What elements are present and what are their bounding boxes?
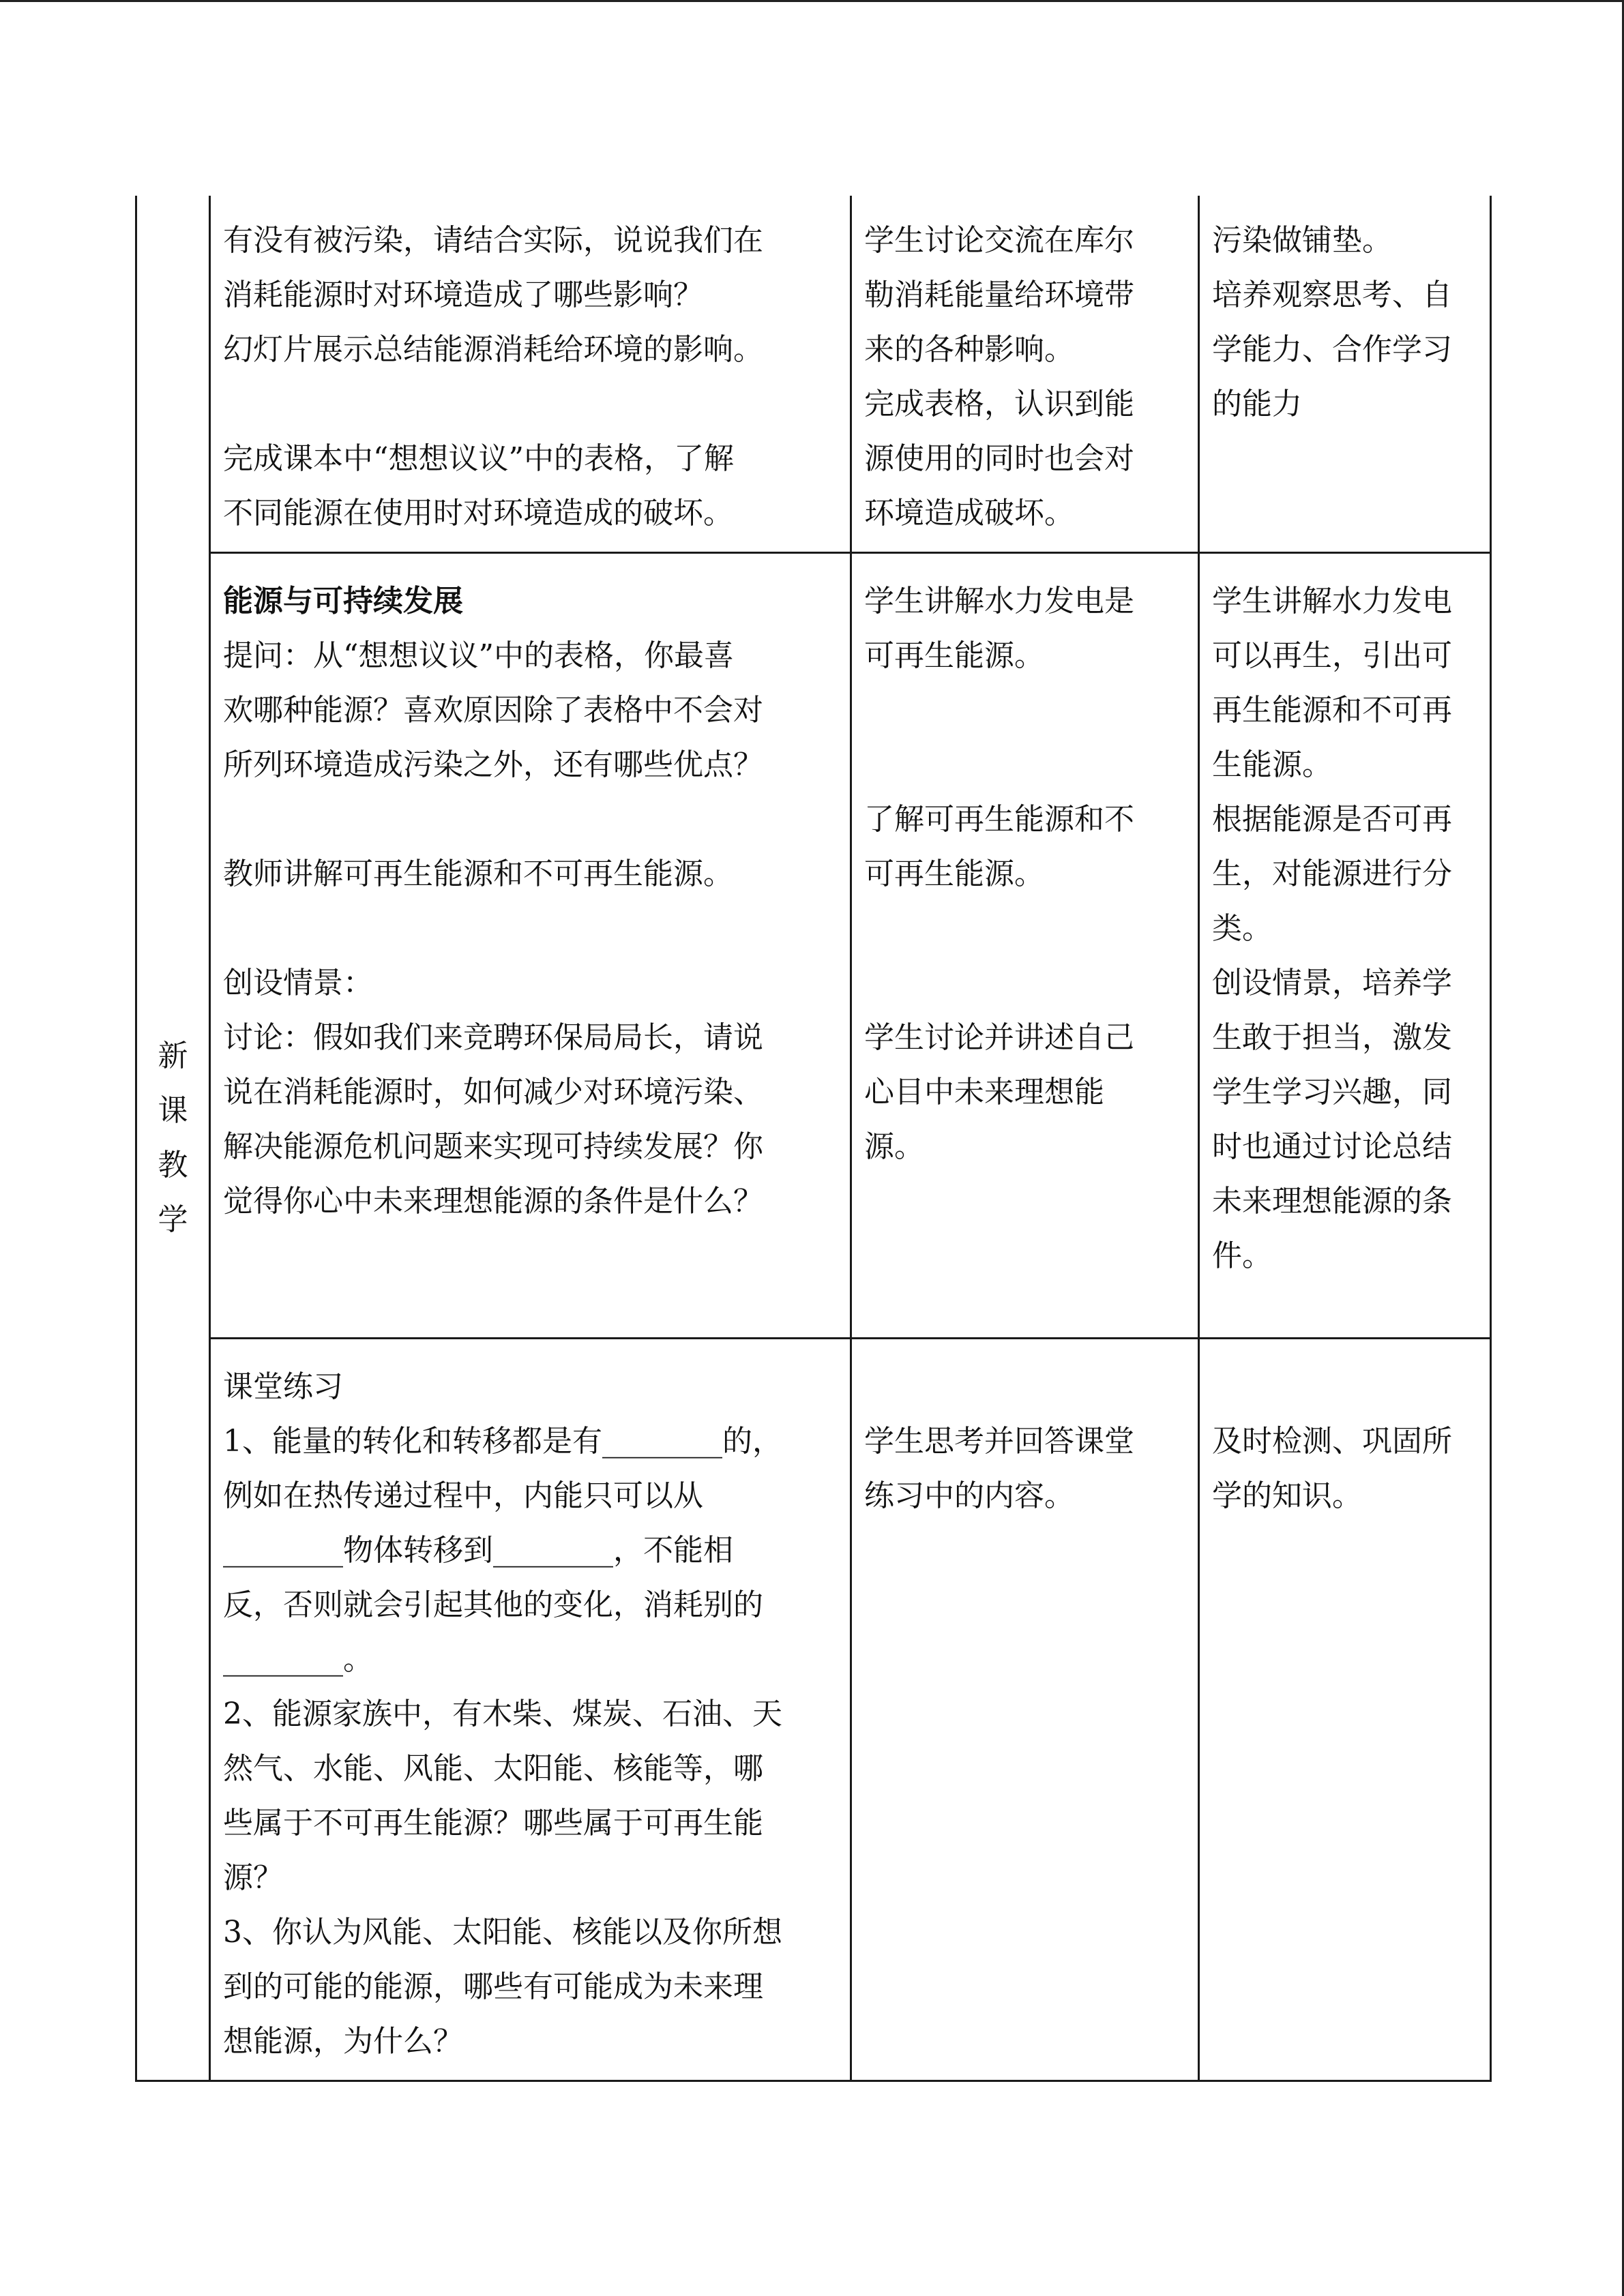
teacher-activity-cell — [210, 553, 851, 1339]
blank-line — [223, 792, 838, 847]
text-line: 时也通过讨论总结 — [1212, 1129, 1452, 1164]
text-line: 来的各种影响。 — [864, 332, 1074, 367]
text-line: 污染做铺垫。 — [1212, 223, 1392, 258]
text-line: ________物体转移到________，不能相 — [223, 1533, 733, 1568]
text-line: 的能力 — [1212, 387, 1302, 421]
text-line: 可以再生，引出可 — [1212, 638, 1452, 673]
text-line: 例如在热传递过程中，内能只可以从 — [223, 1478, 703, 1513]
blank-line — [864, 1360, 1185, 1414]
page-border-top — [0, 0, 1624, 2]
text-line: 讨论：假如我们来竞聘环保局局长，请说 — [223, 1020, 763, 1055]
text-line: 学生思考并回答课堂 — [864, 1424, 1134, 1459]
text-line: 觉得你心中未来理想能源的条件是什么？ — [223, 1184, 763, 1219]
design-purpose-cell — [1199, 1339, 1491, 2081]
table-row-sustainable — [136, 553, 1491, 1339]
text-line: 未来理想能源的条 — [1212, 1184, 1452, 1219]
text-line: 类。 — [1212, 911, 1272, 946]
text-line: 生能源。 — [1212, 747, 1332, 782]
blank-line — [223, 377, 838, 432]
text-line: ________。 — [223, 1642, 373, 1677]
text-line: 反，否则就会引起其他的变化，消耗别的 — [223, 1587, 763, 1622]
text-line: 学的知识。 — [1212, 1478, 1362, 1513]
text-line: 生敢于担当，激发 — [1212, 1020, 1452, 1055]
section-label: 新课教学 — [158, 1038, 188, 1237]
text-line: 教师讲解可再生能源和不可再生能源。 — [223, 856, 733, 891]
table-row-exercises — [136, 1339, 1491, 2081]
design-purpose-cell — [1199, 196, 1491, 553]
text-line: 勒消耗能量给环境带 — [864, 278, 1134, 312]
text-line: 及时检测、巩固所 — [1212, 1424, 1452, 1459]
blank-line — [1212, 1360, 1477, 1414]
text-line: 心目中未来理想能 — [864, 1075, 1104, 1109]
text-line: 学生讲解水力发电 — [1212, 584, 1452, 618]
text-line: 学生讲解水力发电是 — [864, 584, 1134, 618]
text-line: 可再生能源。 — [864, 638, 1044, 673]
text-line: 可再生能源。 — [864, 856, 1044, 891]
text-line: 根据能源是否可再 — [1212, 802, 1452, 837]
text-line: 想能源，为什么？ — [223, 2024, 463, 2059]
text-line: 然气、水能、风能、太阳能、核能等，哪 — [223, 1751, 763, 1786]
text-line: 提问：从“想想议议”中的表格，你最喜 — [223, 638, 734, 673]
text-line: 幻灯片展示总结能源消耗给环境的影响。 — [223, 332, 763, 367]
text-line: 再生能源和不可再 — [1212, 693, 1452, 728]
text-line: 学生讨论并讲述自己 — [864, 1020, 1134, 1055]
teacher-activity-cell — [210, 1339, 851, 2081]
text-line: 到的可能的能源，哪些有可能成为未来理 — [223, 1969, 763, 2004]
blank-line — [223, 901, 838, 956]
blank-line — [864, 738, 1185, 792]
blank-line — [864, 901, 1185, 956]
text-line: 3、你认为风能、太阳能、核能以及你所想 — [223, 1915, 782, 1950]
section-label-cell — [136, 196, 210, 2081]
text-line: 解决能源危机问题来实现可持续发展？你 — [223, 1129, 763, 1164]
text-line: 练习中的内容。 — [864, 1478, 1074, 1513]
student-activity-cell — [851, 1339, 1199, 2081]
text-line: 学生学习兴趣，同 — [1212, 1075, 1452, 1109]
text-line: 所列环境造成污染之外，还有哪些优点？ — [223, 747, 763, 782]
table-row-pollution — [136, 196, 1491, 553]
blank-line — [864, 956, 1185, 1011]
section-heading: 能源与可持续发展 — [223, 584, 463, 618]
student-activity-cell — [851, 553, 1199, 1339]
text-line: 源。 — [864, 1129, 924, 1164]
exercise-heading: 课堂练习 — [223, 1369, 343, 1404]
lesson-plan-table — [135, 196, 1492, 2082]
text-line: 欢哪种能源？喜欢原因除了表格中不会对 — [223, 693, 763, 728]
text-line: 完成课本中“想想议议”中的表格，了解 — [223, 441, 734, 476]
text-line: 消耗能源时对环境造成了哪些影响？ — [223, 278, 703, 312]
text-line: 环境造成破坏。 — [864, 496, 1074, 531]
text-line: 创设情景： — [223, 966, 373, 1000]
text-line: 学生讨论交流在库尔 — [864, 223, 1134, 258]
text-line: 说在消耗能源时，如何减少对环境污染、 — [223, 1075, 763, 1109]
text-line: 源？ — [223, 1860, 283, 1895]
student-activity-cell — [851, 196, 1199, 553]
text-line: 2、能源家族中，有木柴、煤炭、石油、天 — [223, 1697, 782, 1731]
text-line: 学能力、合作学习 — [1212, 332, 1452, 367]
text-line: 培养观察思考、自 — [1212, 278, 1452, 312]
text-line: 完成表格，认识到能 — [864, 387, 1134, 421]
text-line: 有没有被污染，请结合实际，说说我们在 — [223, 223, 763, 258]
text-line: 了解可再生能源和不 — [864, 802, 1134, 837]
text-line: 创设情景，培养学 — [1212, 966, 1452, 1000]
text-line: 件。 — [1212, 1238, 1272, 1273]
text-line: 源使用的同时也会对 — [864, 441, 1134, 476]
blank-line — [864, 683, 1185, 738]
design-purpose-cell — [1199, 553, 1491, 1339]
teacher-activity-cell — [210, 196, 851, 553]
text-line: 生，对能源进行分 — [1212, 856, 1452, 891]
text-line: 些属于不可再生能源？哪些属于可再生能 — [223, 1806, 763, 1840]
text-line: 不同能源在使用时对环境造成的破坏。 — [223, 496, 733, 531]
text-line: 1、能量的转化和转移都是有________的， — [223, 1424, 782, 1459]
